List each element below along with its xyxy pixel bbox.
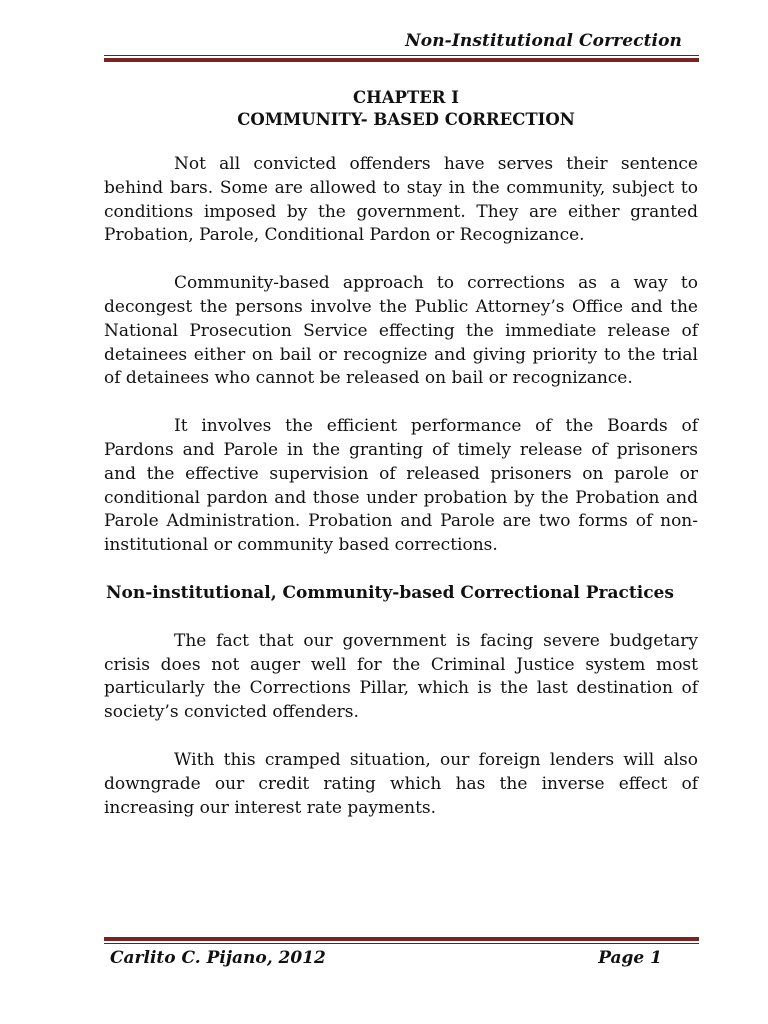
- footer-author: Carlito C. Pijano, 2012: [110, 948, 326, 968]
- footer-rule-thin-line: [104, 943, 699, 944]
- chapter-title: COMMUNITY- BASED CORRECTION: [237, 110, 575, 129]
- paragraph-1: Not all convicted offenders have serves their sentence behind bars. Some are allowed to stay in the community, subject to conditions imposed by the government. They are either granted Probation, Parole, Conditional Pardon or Recognizance.: [104, 154, 698, 246]
- footer-rule-thick-line: [104, 937, 699, 941]
- footer-rule: [104, 937, 699, 944]
- paragraph-2: Community-based approach to corrections as a way to decongest the persons involve the Public Attorney’s Office and the National Prosecution Service effecting the immediate release of detainees either on bail or recognize and giving priority to the trial of detainees who cannot be released on bail or recognizance.: [104, 273, 698, 389]
- paragraph-5: With this cramped situation, our foreign lenders will also downgrade our credit rating which has the inverse effect of increasing our interest rate payments.: [104, 749, 698, 818]
- page-body: [104, 87, 698, 820]
- paragraph-3: It involves the efficient performance of the Boards of Pardons and Parole in the granting of timely release of prisoners and the effective supervision of released prisoners on parole or conditional pardon and those under probation by the Probation and Parole Administration. Probation and Parole are two forms of non-institutional or community based corrections.: [104, 416, 698, 556]
- footer-page-number: Page 1: [598, 948, 662, 968]
- chapter-number: CHAPTER I: [353, 88, 459, 107]
- paragraph-4: The fact that our government is facing severe budgetary crisis does not auger well for the Criminal Justice system most particularly the Corrections Pillar, which is the last destination of society’s convicted offenders.: [104, 630, 698, 723]
- header-rule-thin-line: [104, 55, 699, 56]
- header-rule: [104, 55, 699, 62]
- chapter-heading: [104, 87, 698, 131]
- section-subheading: Non-institutional, Community-based Correctional Practices: [106, 582, 674, 603]
- header-rule-thick-line: [104, 58, 699, 62]
- running-header-title: Non-Institutional Correction: [405, 31, 682, 51]
